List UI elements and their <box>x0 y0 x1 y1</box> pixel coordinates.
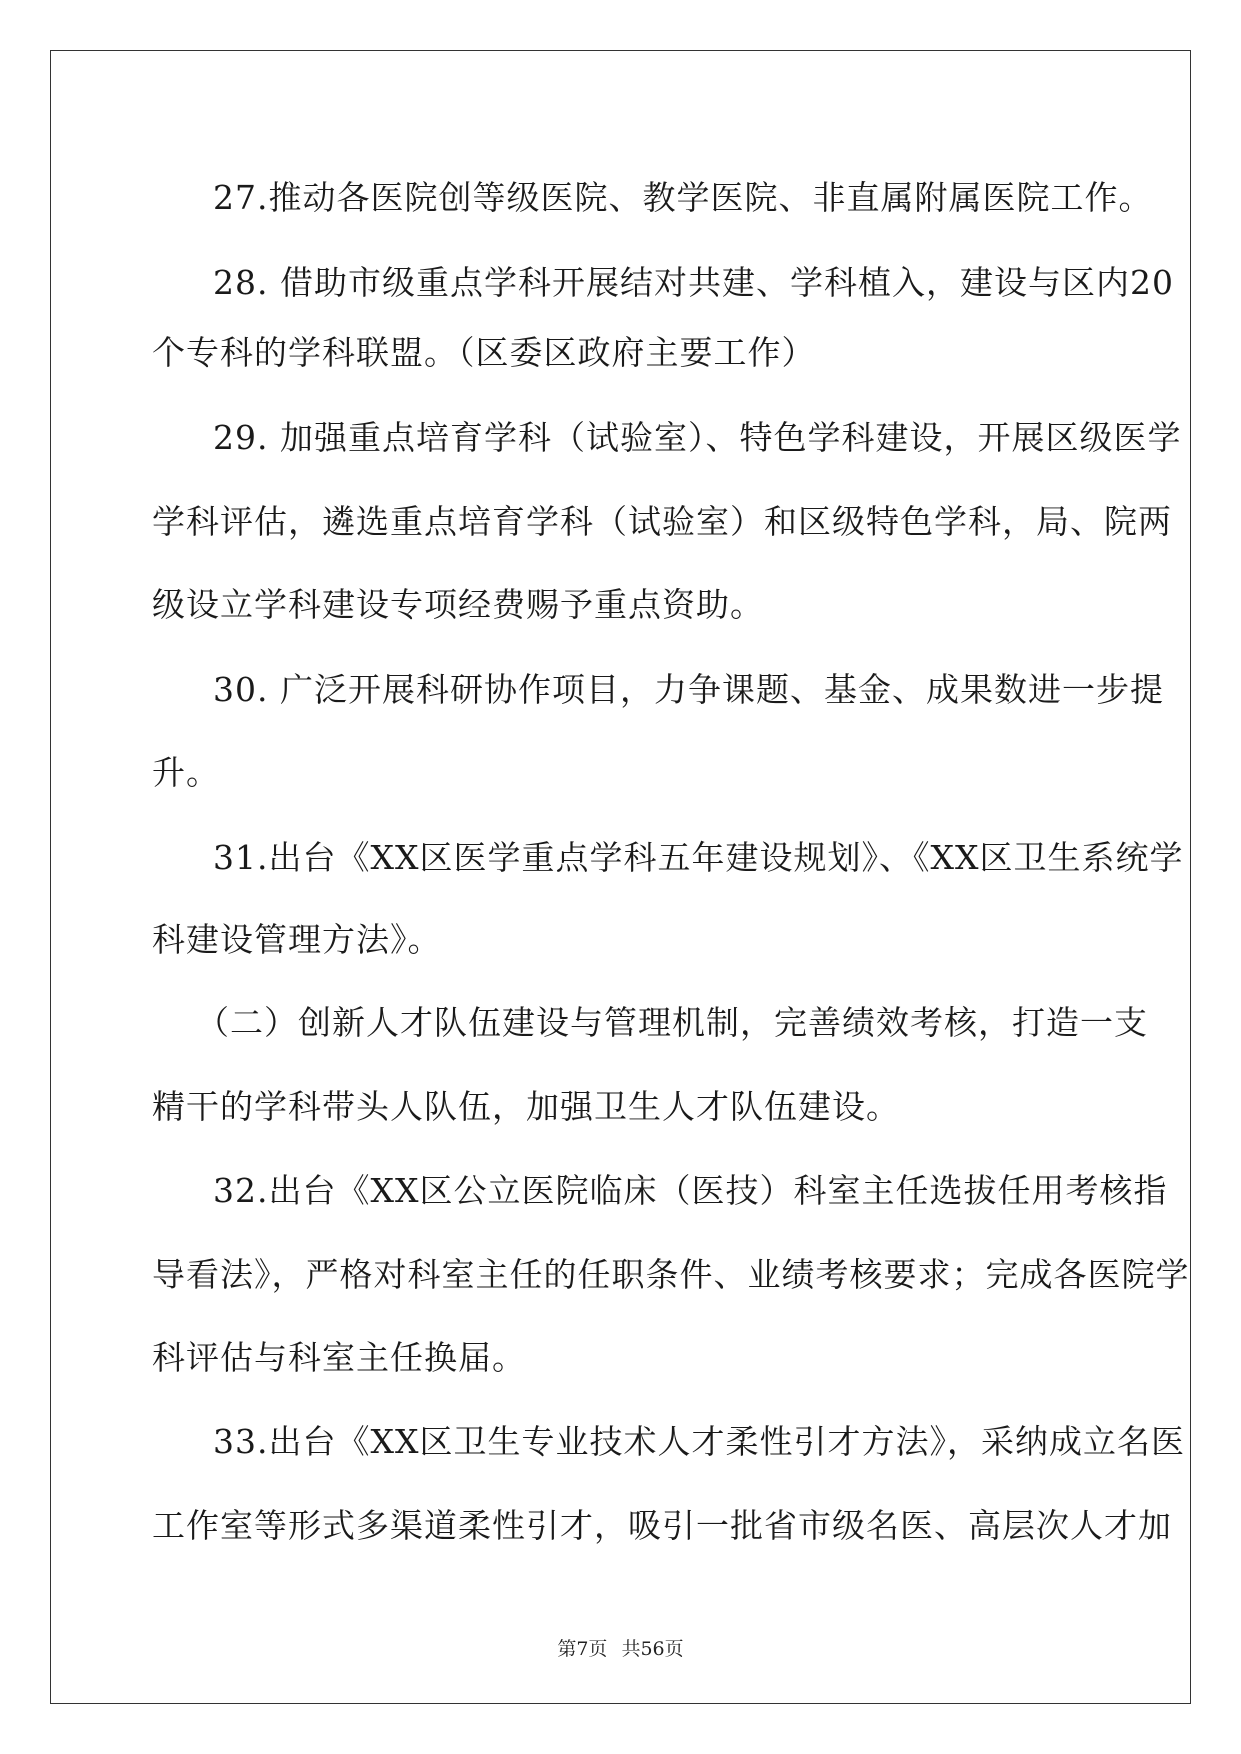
paragraph-33-line-1: 33.出台《XX区卫生专业技术人才柔性引才方法》，采纳成立名医 <box>213 1422 1185 1461</box>
total-pages: 共56页 <box>621 1638 684 1660</box>
page-number: 第7页 <box>557 1638 608 1660</box>
paragraph-32-line-2: 导看法》，严格对科室主任的任职条件、业绩考核要求；完成各医院学 <box>152 1255 1190 1294</box>
paragraph-27-line-1: 27.推动各医院创等级医院、教学医院、非直属附属医院工作。 <box>213 178 1153 217</box>
paragraph-28-line-2: 个专科的学科联盟。（区委区政府主要工作） <box>152 333 816 372</box>
section-two-heading-line-1: （二）创新人才队伍建设与管理机制，完善绩效考核，打造一支 <box>196 1003 1148 1042</box>
paragraph-30-line-1: 30. 广泛开展科研协作项目，力争课题、基金、成果数进一步提 <box>213 670 1164 709</box>
page-footer <box>0 1637 1241 1661</box>
paragraph-33-line-2: 工作室等形式多渠道柔性引才，吸引一批省市级名医、高层次人才加 <box>152 1506 1172 1545</box>
paragraph-31-line-2: 科建设管理方法》。 <box>152 920 442 959</box>
section-two-heading-line-2: 精干的学科带头人队伍，加强卫生人才队伍建设。 <box>152 1087 900 1126</box>
paragraph-29-line-3: 级设立学科建设专项经费赐予重点资助。 <box>152 585 764 624</box>
paragraph-32-line-3: 科评估与科室主任换届。 <box>152 1338 526 1377</box>
paragraph-28-line-1: 28. 借助市级重点学科开展结对共建、学科植入，建设与区内20 <box>213 263 1174 302</box>
paragraph-30-line-2: 升。 <box>152 753 220 792</box>
paragraph-29-line-1: 29. 加强重点培育学科（试验室）、特色学科建设，开展区级医学 <box>213 418 1182 457</box>
paragraph-32-line-1: 32.出台《XX区公立医院临床（医技）科室主任选拔任用考核指 <box>213 1171 1168 1210</box>
paragraph-31-line-1: 31.出台《XX区医学重点学科五年建设规划》、《XX区卫生系统学 <box>213 838 1184 877</box>
paragraph-29-line-2: 学科评估，遴选重点培育学科（试验室）和区级特色学科，局、院两 <box>152 502 1172 541</box>
